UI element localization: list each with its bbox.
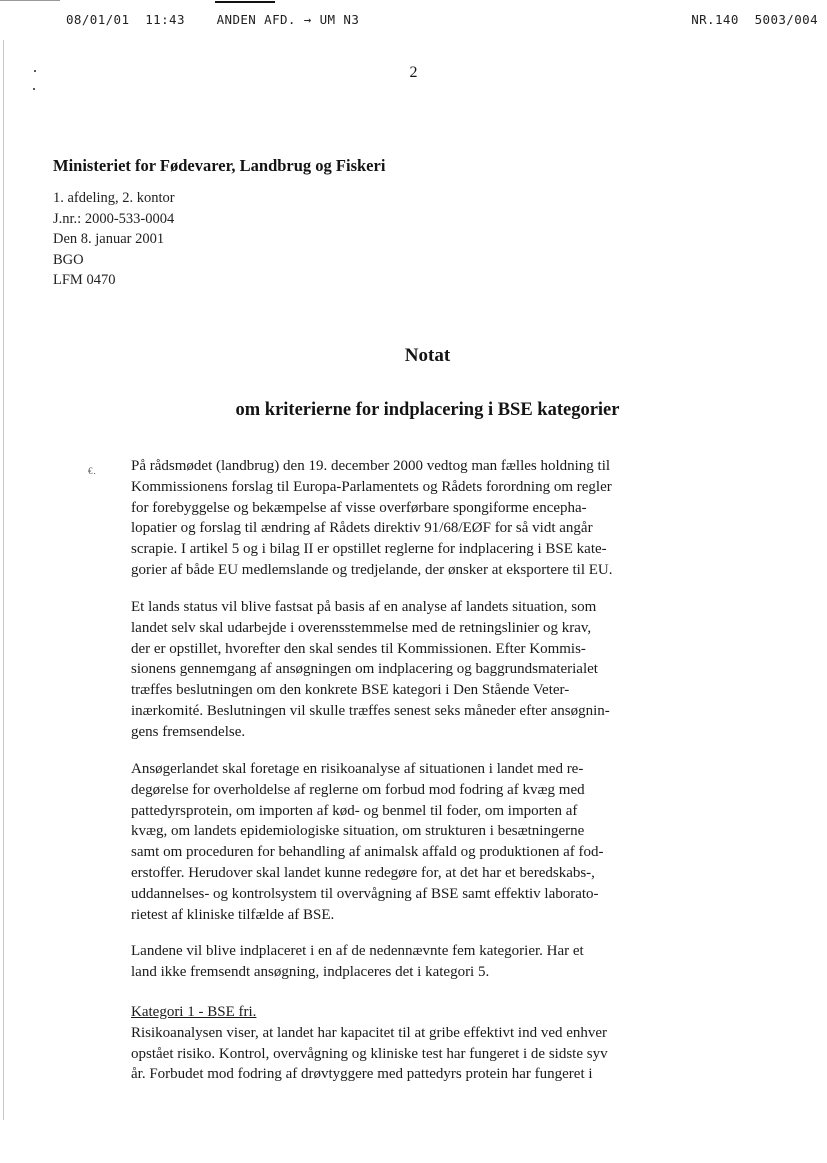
paragraph-line: gens fremsendelse. [131,723,246,740]
scan-artifact-line [0,0,60,1]
paragraph-line: sionens gennemgang af ansøgningen om indplacering og baggrundsmaterialet [131,661,598,678]
paragraph-line: pattedyrsprotein, om importen af kød- og benmel til foder, om importen af [131,802,578,819]
paragraph-line: scrapie. I artikel 5 og i bilag II er opstillet reglerne for indplacering i BSE kate- [131,541,607,558]
ministry-name: Ministeriet for Fødevarer, Landbrug og Fiskeri [53,156,386,175]
paragraph-line: degørelse for overholdelse af reglerne om forbud mod fodring af kvæg med [131,781,585,798]
paragraph-line: træffes beslutningen om den konkrete BSE kategori i Den Stående Veter- [131,682,570,699]
meta-department: 1. afdeling, 2. kontor [53,190,175,206]
paragraph-line: rietest af kliniske tilfælde af BSE. [131,906,335,923]
scan-artifact-line [215,1,275,3]
paragraph-line: år. Forbudet mod fodring af drøvtyggere med pattedyrs protein har fungeret i [131,1066,593,1083]
fax-header-right: NR.140 5003/004 [691,12,818,27]
paragraph-line: kvæg, om landets epidemiologiske situation, om strukturen i besætningerne [131,823,585,840]
paragraph-2 [131,597,610,743]
meta-initials: BGO [53,251,84,268]
paragraph-line: Landene vil blive indplaceret i en af de nedennævnte fem kategorier. Har et [131,943,584,959]
paragraph-line: Ansøgerlandet skal foretage en risikoanalyse af situationen i landet med re- [131,761,584,777]
meta-reference: LFM 0470 [53,272,116,288]
page-edge-line [3,40,4,1120]
paragraph-line: Risikoanalysen viser, at landet har kapacitet til at gribe effektivt ind ved enhver [131,1024,608,1041]
document-title: Notat [404,345,451,366]
margin-mark: €. [88,466,97,476]
paragraph-1 [131,456,612,581]
paragraph-line: inærkomité. Beslutningen vil skulle træffes senest seks måneder efter ansøgnin- [131,702,610,719]
paragraph-line: gorier af både EU medlemslande og tredjelande, der ønsker at eksportere til EU. [131,561,613,578]
document-subtitle: om kriterierne for indplacering i BSE kategorier [235,400,620,420]
paragraph-line: Et lands status vil blive fastsat på basis af en analyse af landets situation, som [131,599,597,615]
paragraph-4 [131,941,584,983]
meta-date: Den 8. januar 2001 [53,231,165,247]
paragraph-3 [131,759,604,925]
page-number: 2 [409,64,418,81]
paragraph-line: land ikke fremsendt ansøgning, indplaceres det i kategori 5. [131,963,490,980]
paragraph-line: der er opstillet, hvorefter den skal sendes til Kommissionen. Efter Kommis- [131,640,586,657]
scan-speck [33,88,35,90]
category-1-heading: Kategori 1 - BSE fri. [131,1004,257,1020]
meta-journal-number: J.nr.: 2000-533-0004 [53,210,175,227]
category-1-section [131,1002,608,1085]
paragraph-line: for forebyggelse og bekæmpelse af visse overførbare spongiforme encepha- [131,499,587,516]
document-meta [53,188,175,291]
paragraph-line: lopatier og forslag til ændring af Rådets direktiv 91/68/EØF for så vidt angår [131,520,593,537]
fax-transmission-header [66,12,822,30]
paragraph-line: uddannelses- og kontrolsystem til overvågning af BSE samt effektiv laborato- [131,885,599,902]
paragraph-line: erstoffer. Herudover skal landet kunne redegøre for, at det har et beredskabs-, [131,864,595,881]
paragraph-line: opstået risiko. Kontrol, overvågning og kliniske test har fungeret i de sidste syv [131,1045,608,1062]
paragraph-line: landet selv skal udarbejde i overensstemmelse med de retningslinier og krav, [131,619,592,636]
paragraph-line: På rådsmødet (landbrug) den 19. december 2000 vedtog man fælles holdning til [131,458,611,474]
fax-header-left: 08/01/01 11:43 ANDEN AFD. → UM N3 [66,12,360,27]
paragraph-line: Kommissionens forslag til Europa-Parlamentets og Rådets forordning om regler [131,478,612,495]
paragraph-line: samt om proceduren for behandling af animalsk affald og produktionen af fod- [131,844,604,861]
